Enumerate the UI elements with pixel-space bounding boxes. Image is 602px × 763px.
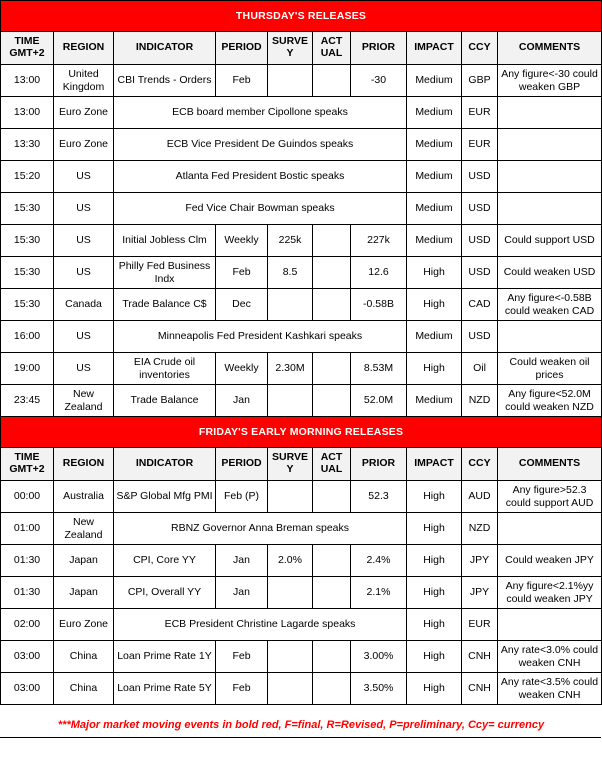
cell-region: Japan	[54, 545, 114, 577]
cell-indicator: S&P Global Mfg PMI	[114, 481, 216, 513]
cell-ccy: CAD	[462, 289, 498, 321]
table-row	[1, 161, 602, 193]
cell-event-merged: ECB President Christine Lagarde speaks	[114, 609, 407, 641]
cell-actual	[313, 65, 351, 97]
cell-ccy: USD	[462, 225, 498, 257]
cell-ccy: CNH	[462, 641, 498, 673]
cell-region: New Zealand	[54, 513, 114, 545]
cell-ccy: Oil	[462, 353, 498, 385]
cell-time: 03:00	[1, 641, 54, 673]
cell-impact: High	[407, 513, 462, 545]
cell-prior: -30	[351, 65, 407, 97]
cell-comments	[498, 609, 602, 641]
cell-period: Dec	[216, 289, 268, 321]
column-header-indicator: INDICATOR	[114, 448, 216, 481]
cell-survey	[268, 65, 313, 97]
cell-indicator: Loan Prime Rate 1Y	[114, 641, 216, 673]
cell-period: Jan	[216, 385, 268, 417]
column-header-region: REGION	[54, 32, 114, 65]
cell-actual	[313, 289, 351, 321]
cell-indicator: Philly Fed Business Indx	[114, 257, 216, 289]
cell-comments: Any figure<-30 could weaken GBP	[498, 65, 602, 97]
cell-event-merged: Minneapolis Fed President Kashkari speaks	[114, 321, 407, 353]
cell-region: China	[54, 641, 114, 673]
cell-survey: 2.0%	[268, 545, 313, 577]
cell-indicator: Trade Balance	[114, 385, 216, 417]
cell-actual	[313, 353, 351, 385]
cell-time: 01:00	[1, 513, 54, 545]
column-header-ccy: CCY	[462, 448, 498, 481]
cell-time: 15:30	[1, 289, 54, 321]
cell-survey	[268, 673, 313, 705]
cell-period: Weekly	[216, 225, 268, 257]
table-row	[1, 193, 602, 225]
cell-prior: -0.58B	[351, 289, 407, 321]
cell-period: Feb	[216, 641, 268, 673]
cell-comments: Could weaken JPY	[498, 545, 602, 577]
cell-region: Australia	[54, 481, 114, 513]
cell-region: US	[54, 161, 114, 193]
column-header-row	[1, 448, 602, 481]
cell-ccy: AUD	[462, 481, 498, 513]
cell-time: 13:00	[1, 97, 54, 129]
cell-comments: Any figure<-0.58B could weaken CAD	[498, 289, 602, 321]
section-banner-row	[1, 417, 602, 448]
cell-region: Euro Zone	[54, 609, 114, 641]
cell-impact: Medium	[407, 385, 462, 417]
cell-ccy: JPY	[462, 577, 498, 609]
cell-impact: Medium	[407, 225, 462, 257]
cell-ccy: EUR	[462, 97, 498, 129]
table-row	[1, 129, 602, 161]
cell-period: Feb	[216, 257, 268, 289]
cell-comments	[498, 129, 602, 161]
cell-region: US	[54, 353, 114, 385]
cell-prior: 8.53M	[351, 353, 407, 385]
cell-impact: High	[407, 481, 462, 513]
table-row	[1, 289, 602, 321]
column-header-actual: ACT UAL	[313, 32, 351, 65]
table-row	[1, 609, 602, 641]
cell-comments: Any figure<2.1%yy could weaken JPY	[498, 577, 602, 609]
cell-actual	[313, 385, 351, 417]
table-row	[1, 545, 602, 577]
cell-prior: 227k	[351, 225, 407, 257]
cell-region: Japan	[54, 577, 114, 609]
cell-prior: 3.00%	[351, 641, 407, 673]
column-header-time: TIME GMT+2	[1, 448, 54, 481]
cell-time: 02:00	[1, 609, 54, 641]
cell-comments	[498, 97, 602, 129]
cell-survey	[268, 577, 313, 609]
cell-impact: High	[407, 609, 462, 641]
cell-period: Feb	[216, 65, 268, 97]
cell-time: 01:30	[1, 545, 54, 577]
footer-note: ***Major market moving events in bold red, F=final, R=Revised, P=preliminary, Ccy= currency	[57, 719, 545, 731]
cell-time: 03:00	[1, 673, 54, 705]
column-header-comments: COMMENTS	[498, 448, 602, 481]
column-header-ccy: CCY	[462, 32, 498, 65]
cell-prior: 52.0M	[351, 385, 407, 417]
cell-actual	[313, 545, 351, 577]
cell-time: 15:30	[1, 257, 54, 289]
table-row	[1, 513, 602, 545]
column-header-time: TIME GMT+2	[1, 32, 54, 65]
cell-region: US	[54, 257, 114, 289]
table-row	[1, 353, 602, 385]
cell-actual	[313, 481, 351, 513]
cell-impact: High	[407, 353, 462, 385]
cell-time: 01:30	[1, 577, 54, 609]
column-header-survey: SURVE Y	[268, 32, 313, 65]
cell-ccy: GBP	[462, 65, 498, 97]
cell-impact: Medium	[407, 161, 462, 193]
cell-period: Jan	[216, 545, 268, 577]
cell-time: 16:00	[1, 321, 54, 353]
cell-impact: Medium	[407, 65, 462, 97]
cell-comments: Any figure>52.3 could support AUD	[498, 481, 602, 513]
cell-ccy: USD	[462, 257, 498, 289]
cell-actual	[313, 641, 351, 673]
cell-time: 13:00	[1, 65, 54, 97]
cell-region: Canada	[54, 289, 114, 321]
column-header-actual: ACT UAL	[313, 448, 351, 481]
table-row	[1, 225, 602, 257]
cell-impact: High	[407, 673, 462, 705]
cell-region: US	[54, 225, 114, 257]
cell-prior: 12.6	[351, 257, 407, 289]
column-header-prior: PRIOR	[351, 448, 407, 481]
table-row	[1, 641, 602, 673]
cell-comments: Any figure<52.0M could weaken NZD	[498, 385, 602, 417]
cell-survey: 2.30M	[268, 353, 313, 385]
cell-impact: Medium	[407, 193, 462, 225]
cell-indicator: CPI, Overall YY	[114, 577, 216, 609]
cell-time: 19:00	[1, 353, 54, 385]
column-header-impact: IMPACT	[407, 448, 462, 481]
cell-ccy: JPY	[462, 545, 498, 577]
cell-indicator: CBI Trends - Orders	[114, 65, 216, 97]
cell-region: New Zealand	[54, 385, 114, 417]
cell-event-merged: Atlanta Fed President Bostic speaks	[114, 161, 407, 193]
cell-period: Feb (P)	[216, 481, 268, 513]
cell-prior: 52.3	[351, 481, 407, 513]
column-header-row	[1, 32, 602, 65]
section-banner-row	[1, 1, 602, 32]
table-row	[1, 97, 602, 129]
cell-impact: High	[407, 641, 462, 673]
cell-region: US	[54, 193, 114, 225]
cell-survey: 225k	[268, 225, 313, 257]
cell-comments	[498, 161, 602, 193]
cell-time: 15:30	[1, 225, 54, 257]
cell-actual	[313, 257, 351, 289]
cell-period: Weekly	[216, 353, 268, 385]
cell-event-merged: RBNZ Governor Anna Breman speaks	[114, 513, 407, 545]
cell-prior: 2.4%	[351, 545, 407, 577]
cell-impact: Medium	[407, 129, 462, 161]
cell-prior: 3.50%	[351, 673, 407, 705]
cell-comments	[498, 193, 602, 225]
cell-actual	[313, 673, 351, 705]
cell-survey	[268, 641, 313, 673]
cell-ccy: EUR	[462, 609, 498, 641]
cell-impact: Medium	[407, 97, 462, 129]
table-row	[1, 577, 602, 609]
section-banner-title: FRIDAY'S EARLY MORNING RELEASES	[1, 417, 602, 448]
cell-time: 15:20	[1, 161, 54, 193]
cell-ccy: USD	[462, 321, 498, 353]
cell-ccy: EUR	[462, 129, 498, 161]
column-header-survey: SURVE Y	[268, 448, 313, 481]
cell-comments: Any rate<3.5% could weaken CNH	[498, 673, 602, 705]
cell-comments: Any rate<3.0% could weaken CNH	[498, 641, 602, 673]
cell-survey	[268, 481, 313, 513]
cell-indicator: CPI, Core YY	[114, 545, 216, 577]
cell-time: 13:30	[1, 129, 54, 161]
cell-region: Euro Zone	[54, 97, 114, 129]
table-row	[1, 65, 602, 97]
cell-indicator: Initial Jobless Clm	[114, 225, 216, 257]
table-row	[1, 321, 602, 353]
cell-comments: Could support USD	[498, 225, 602, 257]
cell-comments: Could weaken USD	[498, 257, 602, 289]
column-header-region: REGION	[54, 448, 114, 481]
cell-comments	[498, 321, 602, 353]
cell-ccy: NZD	[462, 513, 498, 545]
cell-region: United Kingdom	[54, 65, 114, 97]
column-header-comments: COMMENTS	[498, 32, 602, 65]
table-row	[1, 673, 602, 705]
cell-time: 23:45	[1, 385, 54, 417]
cell-actual	[313, 225, 351, 257]
table-row	[1, 385, 602, 417]
cell-event-merged: ECB board member Cipollone speaks	[114, 97, 407, 129]
cell-event-merged: Fed Vice Chair Bowman speaks	[114, 193, 407, 225]
column-header-impact: IMPACT	[407, 32, 462, 65]
cell-survey	[268, 385, 313, 417]
cell-time: 15:30	[1, 193, 54, 225]
cell-event-merged: ECB Vice President De Guindos speaks	[114, 129, 407, 161]
cell-period: Jan	[216, 577, 268, 609]
column-header-prior: PRIOR	[351, 32, 407, 65]
cell-ccy: USD	[462, 193, 498, 225]
cell-survey	[268, 289, 313, 321]
cell-indicator: EIA Crude oil inventories	[114, 353, 216, 385]
cell-impact: High	[407, 289, 462, 321]
cell-prior: 2.1%	[351, 577, 407, 609]
table-row	[1, 481, 602, 513]
cell-impact: High	[407, 257, 462, 289]
cell-ccy: CNH	[462, 673, 498, 705]
column-header-period: PERIOD	[216, 448, 268, 481]
column-header-period: PERIOD	[216, 32, 268, 65]
cell-indicator: Trade Balance C$	[114, 289, 216, 321]
cell-comments: Could weaken oil prices	[498, 353, 602, 385]
cell-comments	[498, 513, 602, 545]
cell-region: Euro Zone	[54, 129, 114, 161]
cell-period: Feb	[216, 673, 268, 705]
cell-ccy: USD	[462, 161, 498, 193]
table-row	[1, 257, 602, 289]
section-banner-title: THURSDAY'S RELEASES	[1, 1, 602, 32]
cell-region: US	[54, 321, 114, 353]
column-header-indicator: INDICATOR	[114, 32, 216, 65]
cell-impact: High	[407, 577, 462, 609]
cell-time: 00:00	[1, 481, 54, 513]
cell-impact: High	[407, 545, 462, 577]
cell-impact: Medium	[407, 321, 462, 353]
bottom-rule	[0, 737, 601, 738]
cell-indicator: Loan Prime Rate 5Y	[114, 673, 216, 705]
cell-actual	[313, 577, 351, 609]
cell-region: China	[54, 673, 114, 705]
cell-survey: 8.5	[268, 257, 313, 289]
cell-ccy: NZD	[462, 385, 498, 417]
